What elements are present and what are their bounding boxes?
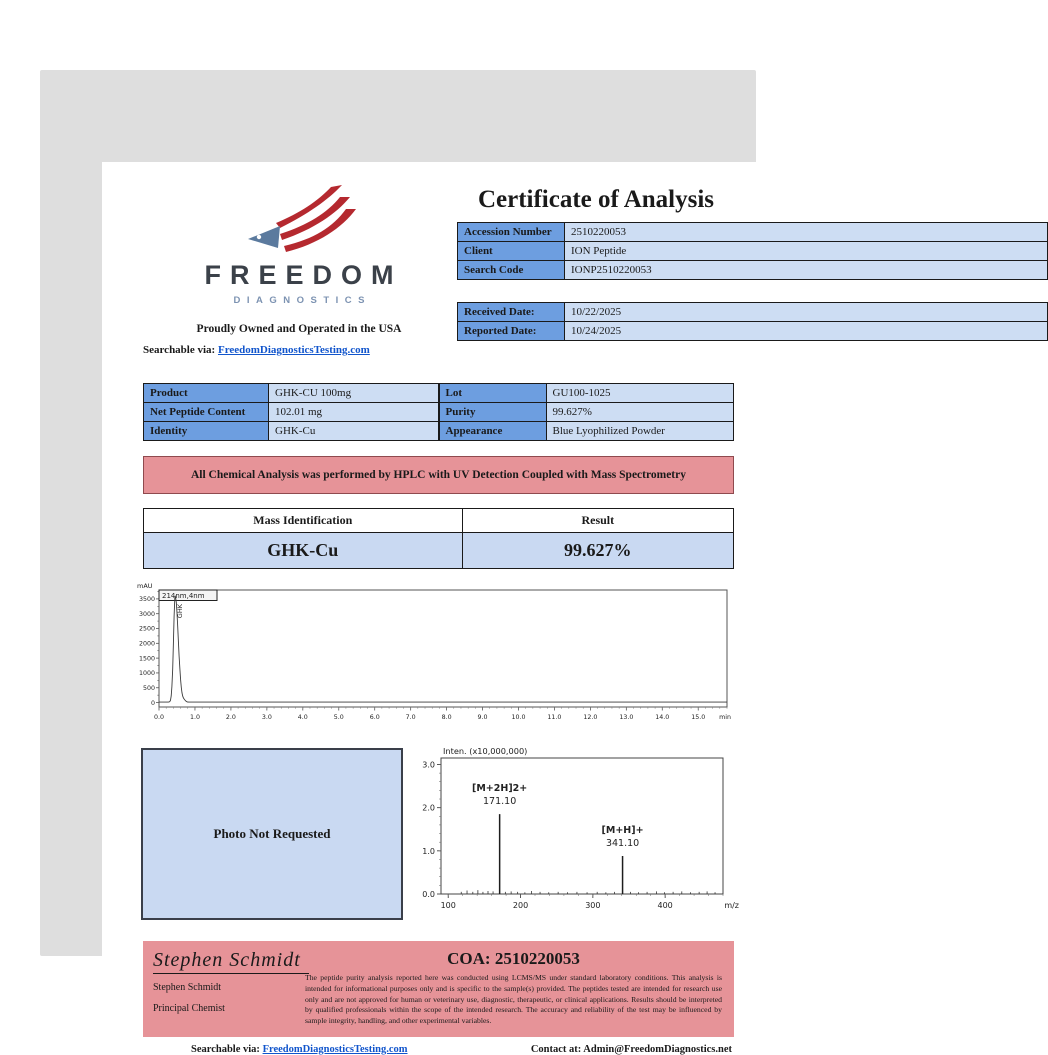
svg-text:GHK: GHK xyxy=(176,604,185,619)
lot-value: GU100-1025 xyxy=(546,384,734,403)
logo-block xyxy=(143,184,455,356)
brand-subtitle: DIAGNOSTICS xyxy=(233,295,371,306)
table-row xyxy=(439,422,734,441)
appearance-label: Appearance xyxy=(439,422,546,441)
purity-label: Purity xyxy=(439,403,546,422)
coa-column xyxy=(295,949,722,1027)
product-label: Product xyxy=(144,384,269,403)
page-title: Certificate of Analysis xyxy=(477,186,715,213)
svg-text:3.0: 3.0 xyxy=(422,760,435,770)
table-row xyxy=(144,403,439,422)
svg-text:0.0: 0.0 xyxy=(422,890,435,899)
svg-text:1000: 1000 xyxy=(138,670,155,678)
lot-table xyxy=(439,383,735,441)
table-row xyxy=(458,261,1048,280)
searchable-line xyxy=(143,344,455,356)
client-value: ION Peptide xyxy=(565,242,1048,261)
mass-identification-header: Mass Identification xyxy=(144,509,463,533)
svg-text:m/z: m/z xyxy=(724,901,739,910)
svg-text:10.0: 10.0 xyxy=(511,714,526,721)
chromatogram-chart xyxy=(133,581,734,738)
table-row xyxy=(144,384,439,403)
svg-text:9.0: 9.0 xyxy=(477,714,488,721)
svg-text:200: 200 xyxy=(512,901,529,910)
appearance-value: Blue Lyophilized Powder xyxy=(546,422,734,441)
searchable-link[interactable]: FreedomDiagnosticsTesting.com xyxy=(217,344,370,356)
svg-text:8.0: 8.0 xyxy=(441,714,452,721)
table-row xyxy=(144,509,734,533)
footer xyxy=(143,1044,734,1055)
certificate-frame xyxy=(40,70,756,1055)
svg-text:13.0: 13.0 xyxy=(619,714,634,721)
signature-section xyxy=(143,941,734,1037)
search-code-value: IONP2510220053 xyxy=(565,261,1048,280)
svg-text:0: 0 xyxy=(150,699,155,707)
svg-text:[M+2H]2+: [M+2H]2+ xyxy=(472,783,528,795)
svg-text:mAU: mAU xyxy=(137,582,153,590)
mass-identification-table xyxy=(143,508,734,569)
product-lot-row xyxy=(143,383,734,441)
photo-placeholder-box xyxy=(141,748,403,920)
received-date-value: 10/22/2025 xyxy=(565,303,1048,322)
chemist-name: Stephen Schmidt xyxy=(153,982,222,993)
table-row xyxy=(439,403,734,422)
svg-text:12.0: 12.0 xyxy=(583,714,598,721)
table-row xyxy=(458,322,1048,341)
result-header: Result xyxy=(462,509,733,533)
svg-text:7.0: 7.0 xyxy=(405,714,416,721)
svg-text:214nm,4nm: 214nm,4nm xyxy=(162,592,205,600)
searchable-label: Searchable via: xyxy=(143,344,216,356)
footer-searchable-label: Searchable via: xyxy=(191,1043,260,1055)
purity-value: 99.627% xyxy=(546,403,734,422)
photo-spectrum-row xyxy=(141,744,741,929)
product-table xyxy=(143,383,439,441)
footer-contact: Contact at: Admin@FreedomDiagnostics.net xyxy=(530,1043,732,1055)
svg-text:Inten. (x10,000,000): Inten. (x10,000,000) xyxy=(443,746,528,756)
signature-script: Stephen Schmidt xyxy=(153,949,309,974)
footer-searchable xyxy=(191,1044,408,1055)
table-row xyxy=(144,533,734,569)
identity-value: GHK-Cu xyxy=(269,422,439,441)
svg-text:min: min xyxy=(719,714,731,721)
svg-text:100: 100 xyxy=(440,901,456,910)
lot-label: Lot xyxy=(439,384,546,403)
svg-text:[M+H]+: [M+H]+ xyxy=(601,825,644,837)
svg-text:2.0: 2.0 xyxy=(225,714,236,721)
chemist-title: Principal Chemist xyxy=(153,1003,225,1014)
search-code-label: Search Code xyxy=(458,261,565,280)
mass-identification-value: GHK-Cu xyxy=(144,533,463,569)
brand-tagline: Proudly Owned and Operated in the USA xyxy=(196,323,402,335)
table-row xyxy=(144,422,439,441)
svg-text:2000: 2000 xyxy=(138,640,155,648)
disclaimer-text: The peptide purity analysis reported here was conducted using LCMS/MS under standard laboratory conditions. This analysis is intended for informational purposes only and is specific to the sample(s) provided. The peptides tested are intended for research use only and are not approved for human or veterinary use, diagnostic, therapeutic, or clinical applications. Results should be interpreted by qualified professionals within the scope of the intended research. The accuracy and reliability of the test may be influenced by sample integrity, handling, and other experimental variables. xyxy=(305,973,722,1026)
svg-text:300: 300 xyxy=(585,901,601,910)
svg-text:4.0: 4.0 xyxy=(297,714,308,721)
table-row xyxy=(458,242,1048,261)
signature-column xyxy=(153,949,301,1027)
svg-text:341.10: 341.10 xyxy=(605,838,640,850)
svg-text:500: 500 xyxy=(142,684,155,692)
net-peptide-content-label: Net Peptide Content xyxy=(144,403,269,422)
date-table xyxy=(457,302,1048,341)
svg-text:2.0: 2.0 xyxy=(422,803,435,813)
reported-date-label: Reported Date: xyxy=(458,322,565,341)
product-value: GHK-CU 100mg xyxy=(269,384,439,403)
svg-text:14.0: 14.0 xyxy=(655,714,670,721)
svg-text:6.0: 6.0 xyxy=(369,714,380,721)
eagle-logo-icon xyxy=(224,184,374,258)
identity-label: Identity xyxy=(144,422,269,441)
accession-number-value: 2510220053 xyxy=(565,223,1048,242)
svg-text:5.0: 5.0 xyxy=(333,714,344,721)
photo-placeholder-text: Photo Not Requested xyxy=(213,826,331,841)
result-value: 99.627% xyxy=(462,533,733,569)
footer-searchable-link[interactable]: FreedomDiagnosticsTesting.com xyxy=(262,1043,408,1055)
svg-text:3500: 3500 xyxy=(138,596,155,604)
accession-info-table xyxy=(457,222,1048,280)
svg-text:11.0: 11.0 xyxy=(547,714,562,721)
table-row xyxy=(458,303,1048,322)
top-section xyxy=(143,178,734,378)
svg-text:1.0: 1.0 xyxy=(422,846,435,856)
certificate-sheet xyxy=(102,162,772,1055)
svg-text:3.0: 3.0 xyxy=(261,714,272,721)
svg-text:15.0: 15.0 xyxy=(691,714,706,721)
svg-text:3000: 3000 xyxy=(138,610,155,618)
brand-name: FREEDOM xyxy=(204,260,403,290)
svg-text:171.10: 171.10 xyxy=(483,796,517,808)
svg-text:2500: 2500 xyxy=(138,625,155,633)
mass-spectrum-chart xyxy=(411,744,741,929)
svg-text:1500: 1500 xyxy=(138,655,155,663)
svg-text:400: 400 xyxy=(657,901,673,910)
reported-date-value: 10/24/2025 xyxy=(565,322,1048,341)
received-date-label: Received Date: xyxy=(458,303,565,322)
table-row xyxy=(458,223,1048,242)
table-row xyxy=(439,384,734,403)
accession-number-label: Accession Number xyxy=(458,223,565,242)
analysis-method-banner: All Chemical Analysis was performed by HPLC with UV Detection Coupled with Mass Spectrometry xyxy=(143,456,734,494)
net-peptide-content-value: 102.01 mg xyxy=(269,403,439,422)
svg-text:1.0: 1.0 xyxy=(189,714,200,721)
svg-text:0.0: 0.0 xyxy=(153,714,165,721)
client-label: Client xyxy=(458,242,565,261)
coa-number-heading: COA: 2510220053 xyxy=(447,949,580,968)
